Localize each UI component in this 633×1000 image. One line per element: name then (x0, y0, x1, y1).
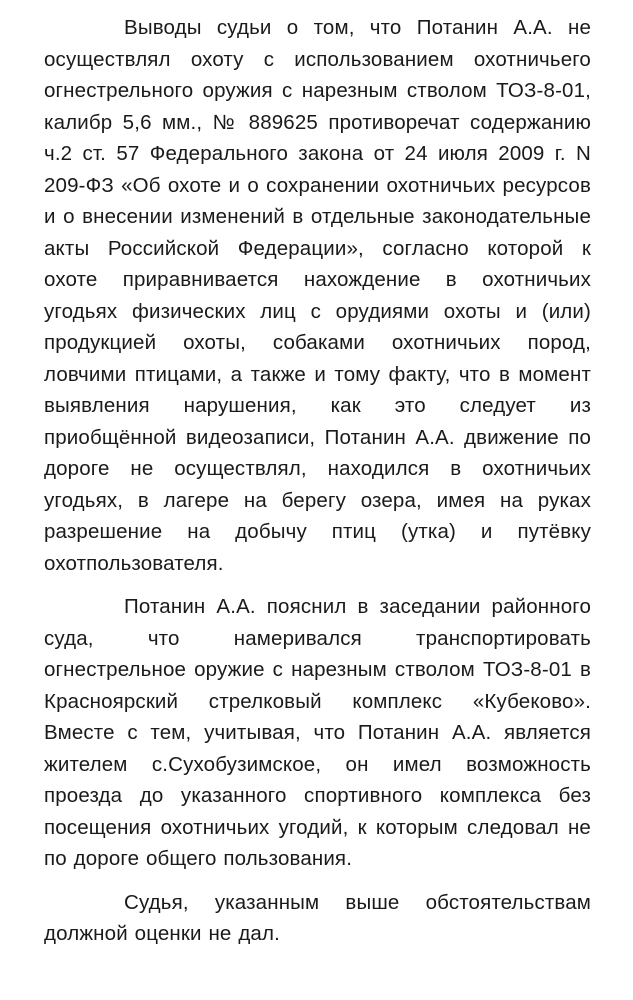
paragraph-judge-assessment: Судья, указанным выше обстоятельствам должной оценки не дал. (44, 890, 591, 945)
paragraph-potanin-explanation: Потанин А.А. пояснил в заседании районного суда, что намеривался транспортировать огнестрельное оружие с нарезным стволом ТОЗ-8-01 в Красноярский стрелковый комплекс «Кубеково». Вместе с тем, учитывая, что Потанин А.А. является жителем с.Сухобузимское, он имел возможность проезда до указанного спортивного комплекса без посещения охотничьих угодий, к которым следовал не по дороге общего пользования. (44, 595, 591, 870)
paragraph-hunting-conclusions: Выводы судьи о том, что Потанин А.А. не осуществлял охоту с использованием охотничьего огнестрельного оружия с нарезным стволом ТОЗ-8-01, калибр 5,6 мм., № 889625 противоречат содержанию ч.2 ст. 57 Федерального закона от 24 июля 2009 г. N 209-ФЗ «Об охоте и о сохранении охотничьих ресурсов и о внесении изменений в отдельные законодательные акты Российской Федерации», согласно которой к охоте приравнивается нахождение в охотничьих угодьях физических лиц с орудиями охоты и (или) продукцией охоты, собаками охотничьих пород, ловчими птицами, а также и тому факту, что в момент выявления нарушения, как это следует из приобщённой видеозаписи, Потанин А.А. движение по дороге не осуществлял, находился в охотничьих угодьях, в лагере на берегу озера, имея на руках разрешение на добычу птиц (утка) и путёвку охотпользователя. (44, 16, 591, 575)
